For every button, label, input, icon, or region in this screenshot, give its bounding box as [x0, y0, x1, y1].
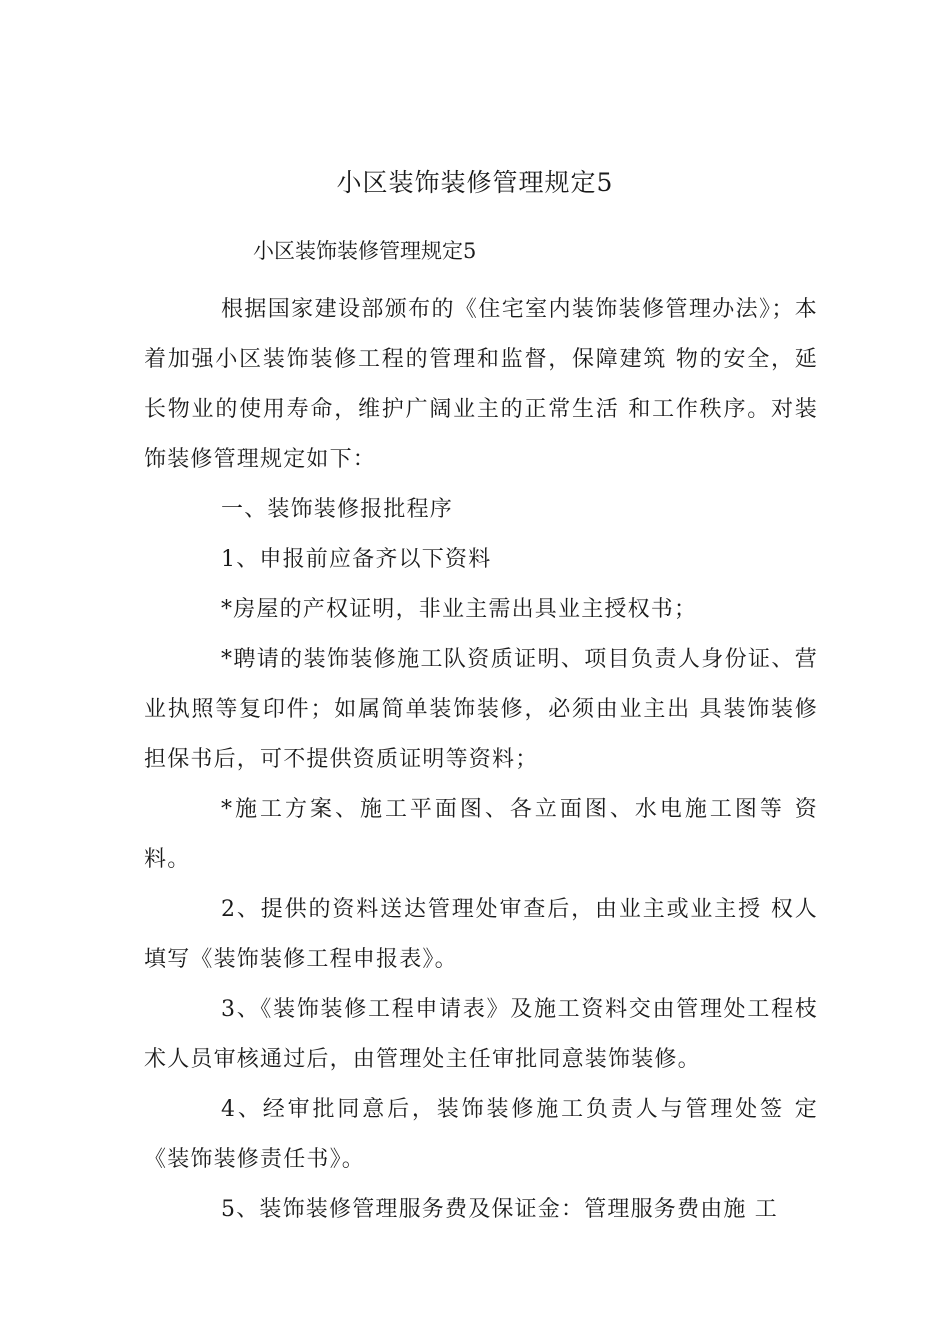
- document-title: 小区装饰装修管理规定5: [336, 168, 614, 197]
- paragraph-item-5: 5、装饰装修管理服务费及保证金：管理服务费由施 工: [221, 1197, 778, 1222]
- section-heading-approval-procedure: 一、装饰装修报批程序: [221, 497, 454, 522]
- paragraph-item-2: 2、提供的资料送达管理处审查后，由业主或业主授 权人填写《装饰装修工程申报表》。: [144, 897, 818, 972]
- paragraph-item-4: 4、经审批同意后，装饰装修施工负责人与管理处签 定《装饰装修责任书》。: [144, 1097, 818, 1172]
- document-body: [144, 285, 818, 1235]
- paragraph-item-3: 3、《装饰装修工程申请表》及施工资料交由管理处工程枝术人员审核通过后，由管理处主任审批同意装饰装修。: [144, 997, 818, 1072]
- document-subtitle: 小区装饰装修管理规定5: [253, 239, 477, 263]
- paragraph-bullet-plans: *施工方案、施工平面图、各立面图、水电施工图等 资料。: [144, 797, 818, 872]
- paragraph-bullet-ownership: *房屋的产权证明，非业主需出具业主授权书；: [221, 597, 698, 622]
- paragraph-bullet-contractor: *聘请的装饰装修施工队资质证明、项目负责人身份证、营业执照等复印件；如属简单装饰装修，必须由业主出 具装饰装修担保书后，可不提供资质证明等资料；: [144, 647, 818, 772]
- paragraph-item-1: 1、申报前应备齐以下资料: [221, 547, 492, 572]
- paragraph-intro: 根据国家建设部颁布的《住宅室内装饰装修管理办法》；本着加强小区装饰装修工程的管理和监督，保障建筑 物的安全，延长物业的使用寿命，维护广阔业主的正常生活 和工作秩序。对装饰装修管理规定如下：: [144, 297, 818, 472]
